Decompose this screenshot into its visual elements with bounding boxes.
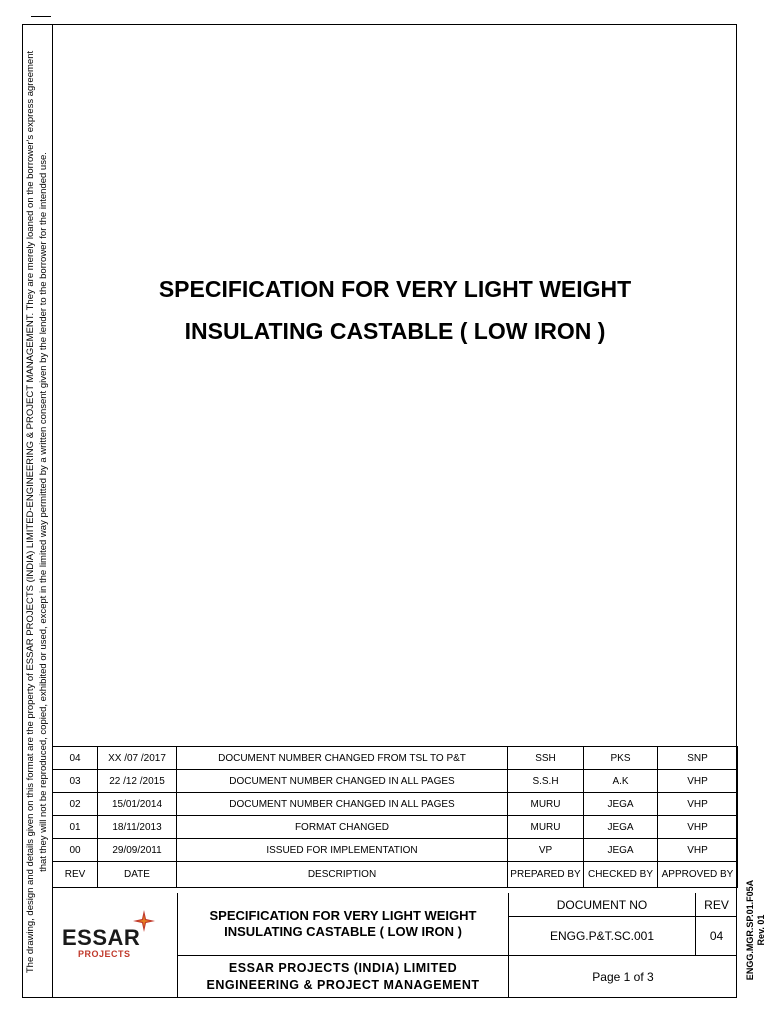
approved-cell: VHP [658,816,738,839]
document-title-line2: INSULATING CASTABLE ( LOW IRON ) [184,318,606,344]
checked-cell: A.K [584,770,658,793]
form-code-number: ENGG.MGR.SP.01.F05A [745,879,755,981]
rev-label: REV [696,893,737,917]
prepared-header: PREPARED BY [508,862,584,888]
prepared-cell: MURU [508,793,584,816]
rev-cell: 02 [53,793,98,816]
description-cell: DOCUMENT NUMBER CHANGED IN ALL PAGES [177,770,508,793]
ownership-notice [24,30,50,994]
company-name-line2: ENGINEERING & PROJECT MANAGEMENT [206,978,480,992]
revision-table [52,746,738,888]
approved-cell: SNP [658,747,738,770]
company-name [178,956,509,998]
checked-cell: JEGA [584,839,658,862]
date-cell: XX /07 /2017 [98,747,177,770]
date-cell: 29/09/2011 [98,839,177,862]
prepared-cell: VP [508,839,584,862]
title-block [52,893,737,998]
document-title-line1: SPECIFICATION FOR VERY LIGHT WEIGHT [158,276,632,302]
prepared-cell: SSH [508,747,584,770]
date-header: DATE [98,862,177,888]
date-cell: 15/01/2014 [98,793,177,816]
checked-header: CHECKED BY [584,862,658,888]
form-code [745,880,767,980]
approved-cell: VHP [658,839,738,862]
top-mark-line [31,16,51,17]
checked-cell: PKS [584,747,658,770]
approved-header: APPROVED BY [658,862,738,888]
document-number-label: DOCUMENT NO [509,893,696,917]
approved-cell: VHP [658,770,738,793]
prepared-cell: S.S.H [508,770,584,793]
table-row [53,770,738,793]
approved-cell: VHP [658,793,738,816]
logo-wordmark: ESSAR [62,925,141,950]
date-cell: 22 /12 /2015 [98,770,177,793]
document-number: ENGG.P&T.SC.001 [509,917,696,956]
document-title [53,268,737,352]
company-logo [52,893,178,998]
rev-header: REV [53,862,98,888]
star-icon [132,909,156,933]
logo-subtitle: PROJECTS [78,949,131,959]
title-block-description-line2: INSULATING CASTABLE ( LOW IRON ) [224,924,462,939]
description-cell: FORMAT CHANGED [177,816,508,839]
table-row [53,816,738,839]
company-name-line1: ESSAR PROJECTS (INDIA) LIMITED [228,961,458,975]
description-cell: DOCUMENT NUMBER CHANGED IN ALL PAGES [177,793,508,816]
table-row [53,747,738,770]
table-row [53,839,738,862]
rev-cell: 00 [53,839,98,862]
page-number: Page 1 of 3 [592,970,654,984]
description-header: DESCRIPTION [177,862,508,888]
rev-cell: 04 [53,747,98,770]
prepared-cell: MURU [508,816,584,839]
table-header-row [53,862,738,888]
description-cell: ISSUED FOR IMPLEMENTATION [177,839,508,862]
ownership-notice-line1: The drawing, design and details given on this format are the property of ESSAR PROJECTS (INDIA) LIMITED-ENGINEERING & PROJECT MANAGEMENT. They are merely loaned on the borrower's express agreement [25,50,36,974]
form-code-rev: Rev. 01 [756,914,766,946]
title-block-description [178,893,509,956]
checked-cell: JEGA [584,793,658,816]
table-row [53,793,738,816]
title-block-description-line1: SPECIFICATION FOR VERY LIGHT WEIGHT [209,908,477,923]
description-cell: DOCUMENT NUMBER CHANGED FROM TSL TO P&T [177,747,508,770]
checked-cell: JEGA [584,816,658,839]
date-cell: 18/11/2013 [98,816,177,839]
rev-cell: 03 [53,770,98,793]
rev-cell: 01 [53,816,98,839]
ownership-notice-line2: that they will not be reproduced, copied, exhibited or used, except in the limited way permitted by a written consent given by the lender to the borrower for the intended use. [38,152,49,872]
rev-number: 04 [696,917,737,956]
